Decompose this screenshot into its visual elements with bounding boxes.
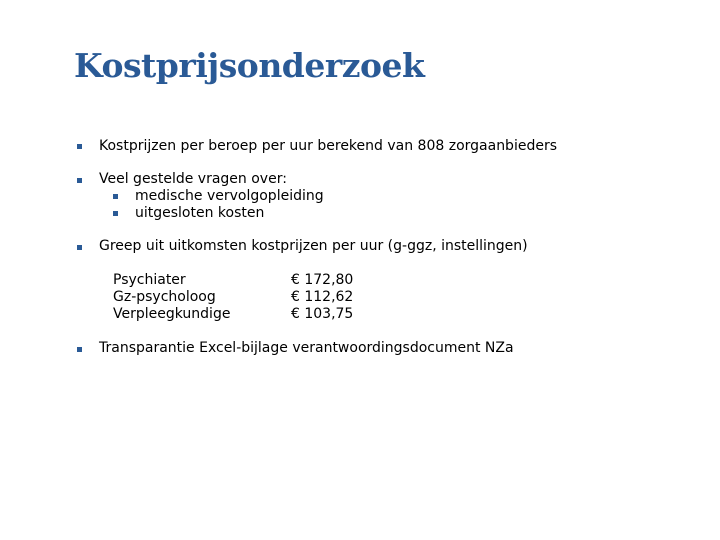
bullet-text-2: Veel gestelde vragen over: [99,171,287,187]
bullet-text-1: Kostprijzen per beroep per uur berekend van 808 zorgaanbieders [99,138,558,154]
table-price-verpleegkundige: € 103,75 [291,306,354,322]
table-price-psychiater: € 172,80 [291,272,354,288]
table-price-gz-psycholoog: € 112,62 [291,289,354,305]
bullet-marker [77,178,82,183]
bullet-marker [77,347,82,352]
sub-bullet-text-1: medische vervolgopleiding [135,188,324,204]
bullet-marker [77,144,82,149]
bullet-text-3: Greep uit uitkomsten kostprijzen per uur (g-ggz, instellingen) [99,238,528,254]
table-role-gz-psycholoog: Gz-psycholoog [113,289,216,305]
table-role-psychiater: Psychiater [113,272,186,288]
bullet-text-4: Transparantie Excel-bijlage verantwoordingsdocument NZa [99,340,514,356]
table-role-verpleegkundige: Verpleegkundige [113,306,231,322]
sub-bullet-marker [113,211,118,216]
sub-bullet-marker [113,194,118,199]
sub-bullet-text-2: uitgesloten kosten [135,205,265,221]
slide-title: Kostprijsonderzoek [74,46,425,85]
bullet-marker [77,245,82,250]
